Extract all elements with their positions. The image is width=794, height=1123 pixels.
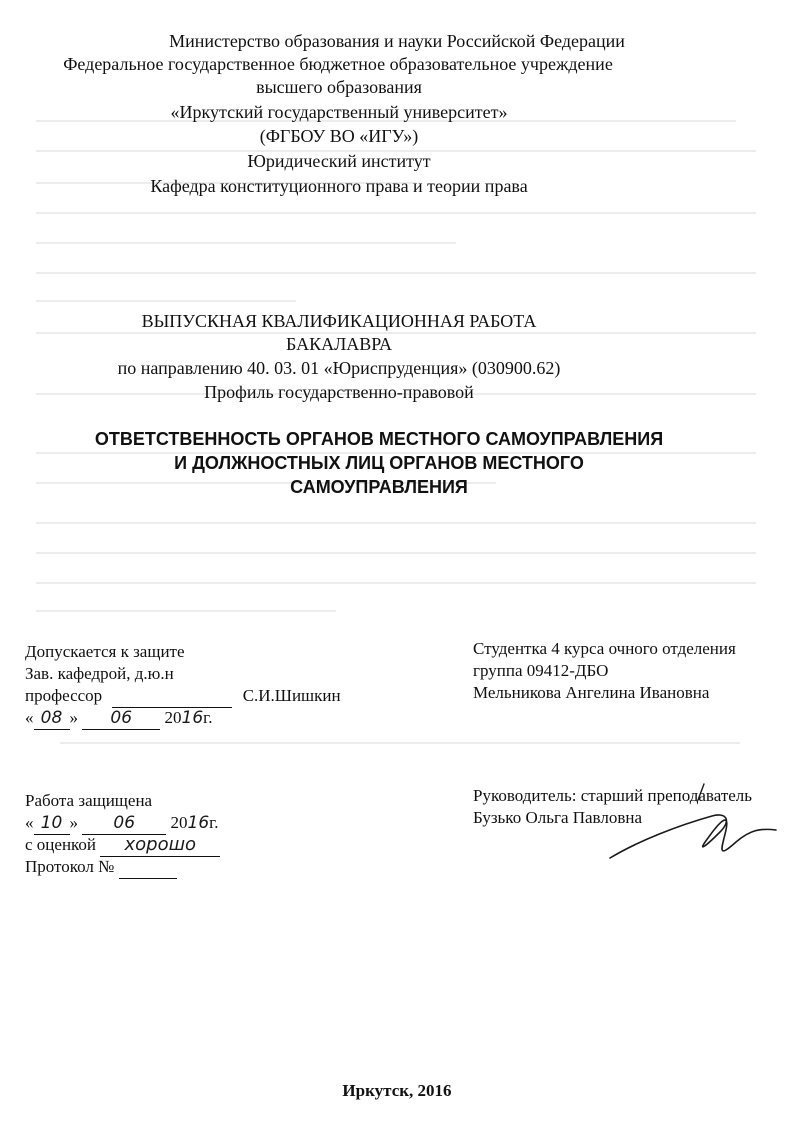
institution-type-line: Федеральное государственное бюджетное образовательное учреждение <box>63 54 613 74</box>
work-type-line2: БАКАЛАВРА <box>285 334 393 354</box>
admission-date-line <box>25 707 212 730</box>
defense-date-day <box>34 812 70 835</box>
professor-name: С.И.Шишкин <box>242 686 341 705</box>
grade-line <box>25 834 220 857</box>
university-abbreviation: (ФГБОУ ВО «ИГУ») <box>259 126 419 146</box>
profile-line: Профиль государственно-правовой <box>204 382 474 402</box>
handwritten-month: 06 <box>110 708 133 728</box>
protocol-line <box>25 856 177 879</box>
handwritten-year: 16 <box>181 708 204 728</box>
direction-line: по направлению 40. 03. 01 «Юриспруденция» (030900.62) <box>117 358 561 378</box>
student-group: группа 09412-ДБО <box>473 661 609 680</box>
protocol-number-blank <box>119 856 177 879</box>
supervisor-position: Руководитель: старший преподаватель <box>473 786 753 805</box>
defense-date-month <box>82 812 166 835</box>
supervisor-signature <box>600 780 790 880</box>
grade-label: с оценкой <box>25 835 97 854</box>
handwritten-year: 16 <box>187 813 210 833</box>
city-year: Иркутск, 2016 <box>342 1081 452 1100</box>
date-quote-close: » <box>69 813 78 832</box>
year-suffix: г. <box>203 708 213 727</box>
professor-label: профессор <box>25 686 103 705</box>
year-prefix: 20 <box>164 708 182 727</box>
defense-date-line <box>25 812 218 835</box>
year-suffix: г. <box>209 813 219 832</box>
work-title-line1: ОТВЕТСТВЕННОСТЬ ОРГАНОВ МЕСТНОГО САМОУПРАВЛЕНИЯ <box>94 429 664 449</box>
admission-date-month <box>82 707 160 730</box>
date-quote-open: « <box>25 708 34 727</box>
student-name: Мельникова Ангелина Ивановна <box>473 683 710 702</box>
year-prefix: 20 <box>170 813 188 832</box>
grade-blank <box>100 834 220 857</box>
signature-blank <box>112 685 232 708</box>
date-quote-close: » <box>69 708 78 727</box>
department-name: Кафедра конституционного права и теории права <box>150 176 528 196</box>
protocol-label: Протокол № <box>25 857 115 876</box>
ministry-line: Министерство образования и науки Российской Федерации <box>169 31 625 51</box>
date-quote-open: « <box>25 813 34 832</box>
institute-name: Юридический институт <box>247 151 431 171</box>
work-type-line1: ВЫПУСКНАЯ КВАЛИФИКАЦИОННАЯ РАБОТА <box>141 311 537 331</box>
admission-date-day <box>34 707 70 730</box>
defense-label: Работа защищена <box>25 791 153 810</box>
university-name: «Иркутский государственный университет» <box>170 102 508 122</box>
professor-signature-line <box>25 685 341 708</box>
student-course-line: Студентка 4 курса очного отделения <box>473 639 736 658</box>
work-title-line2: И ДОЛЖНОСТНЫХ ЛИЦ ОРГАНОВ МЕСТНОГО <box>174 453 584 473</box>
education-level-line: высшего образования <box>256 77 422 97</box>
supervisor-name: Бузько Ольга Павловна <box>473 808 643 827</box>
handwritten-month: 06 <box>113 813 136 833</box>
handwritten-day: 08 <box>40 708 63 728</box>
work-title-line3: САМОУПРАВЛЕНИЯ <box>290 477 468 497</box>
admission-label: Допускается к защите <box>25 642 185 661</box>
handwritten-day: 10 <box>40 813 63 833</box>
department-head-label: Зав. кафедрой, д.ю.н <box>25 664 174 683</box>
handwritten-grade: хорошо <box>124 834 197 855</box>
